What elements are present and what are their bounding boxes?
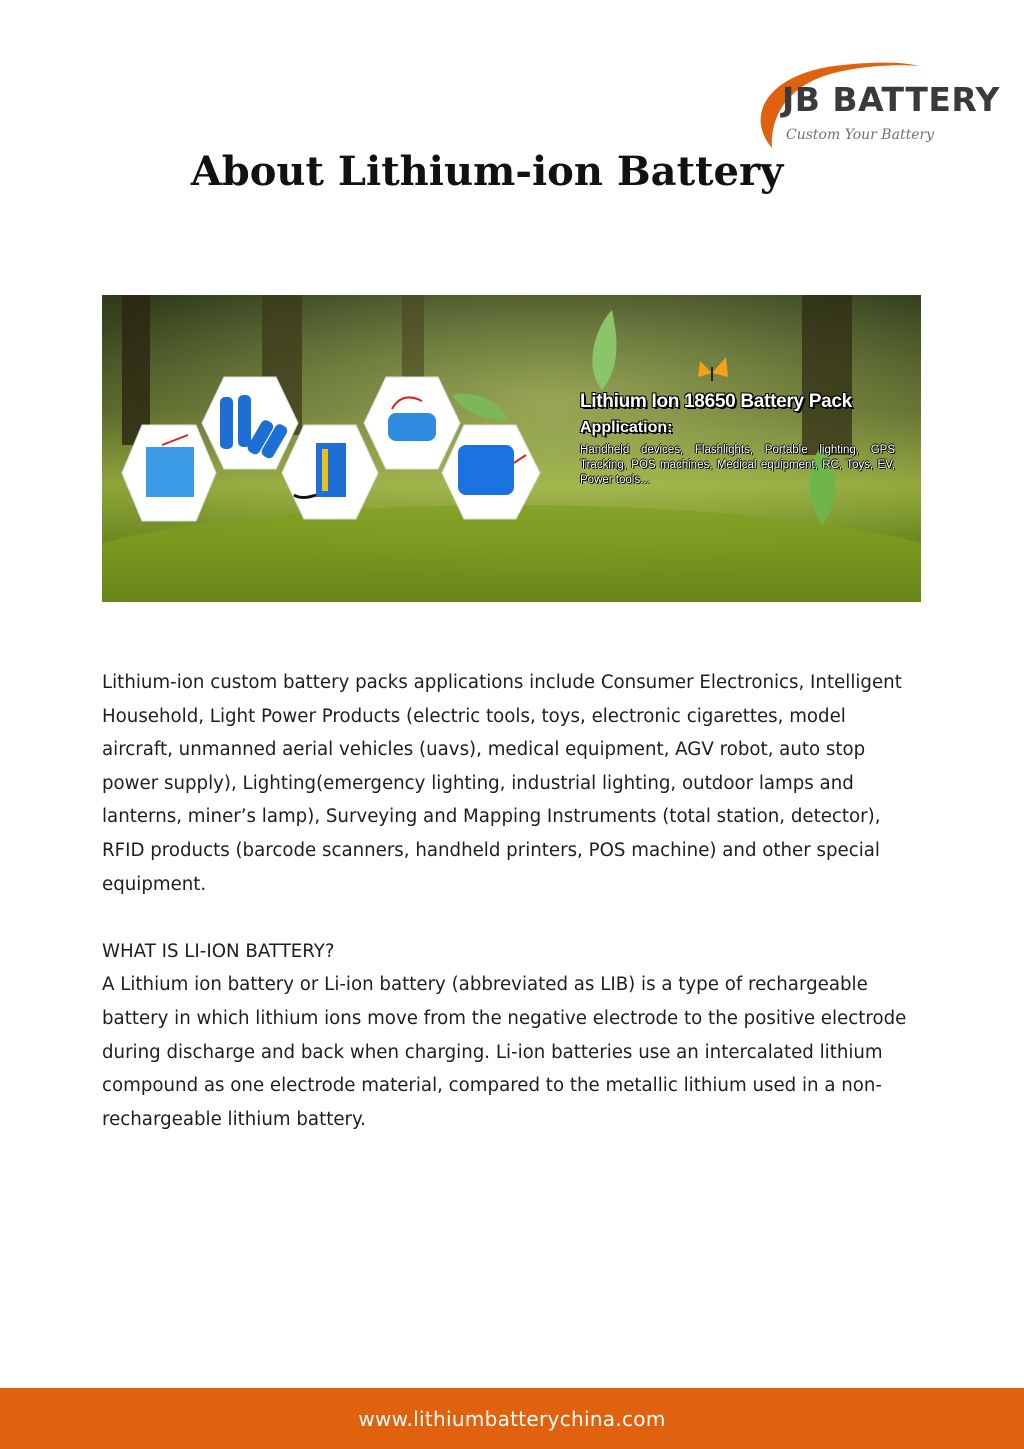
brand-logo bbox=[744, 58, 1000, 154]
product-banner bbox=[102, 295, 921, 602]
banner-body: Handheld devices, Flashlights, Portable lighting, GPS Tracking, POS machines, Medical equipment, RC, Toys, EV, Power tools... bbox=[580, 444, 895, 486]
definition-paragraph: A Lithium ion battery or Li-ion battery (abbreviated as LIB) is a type of rechargeable battery in which lithium ions move from the negative electrode to the positive electrode during discharge and back when charging. Li-ion batteries use an intercalated lithium compound as one electrode material, compared to the metallic lithium used in a non-rechargeable lithium battery. bbox=[102, 974, 907, 1130]
banner-caption bbox=[580, 391, 895, 488]
intro-paragraph: Lithium-ion custom battery packs applications include Consumer Electronics, Intelligent Household, Light Power Products (electric tools, toys, electronic cigarettes, model aircraft, unmanned aerial vehicles (uavs), medical equipment, AGV robot, auto stop power supply), Lighting(emergency lighting, industrial lighting, outdoor lamps and lanterns, miner’s lamp), Surveying and Mapping Instruments (total station, detector), RFID products (barcode scanners, handheld printers, POS machine) and other special equipment. bbox=[102, 672, 902, 895]
banner-subtitle: Application: bbox=[580, 419, 673, 436]
section-heading: WHAT IS LI-ION BATTERY? bbox=[102, 940, 335, 962]
banner-title: Lithium Ion 18650 Battery Pack bbox=[580, 391, 852, 412]
article-content bbox=[102, 666, 922, 1136]
logo-tagline: Custom Your Battery bbox=[786, 127, 935, 143]
battery-pack-hexagon bbox=[122, 425, 216, 521]
footer-bar bbox=[0, 1388, 1024, 1449]
logo-name: JB BATTERY bbox=[782, 80, 1000, 119]
page-title: About Lithium-ion Battery bbox=[190, 148, 784, 195]
footer-url[interactable]: www.lithiumbatterychina.com bbox=[358, 1406, 666, 1431]
spacer bbox=[102, 901, 922, 935]
